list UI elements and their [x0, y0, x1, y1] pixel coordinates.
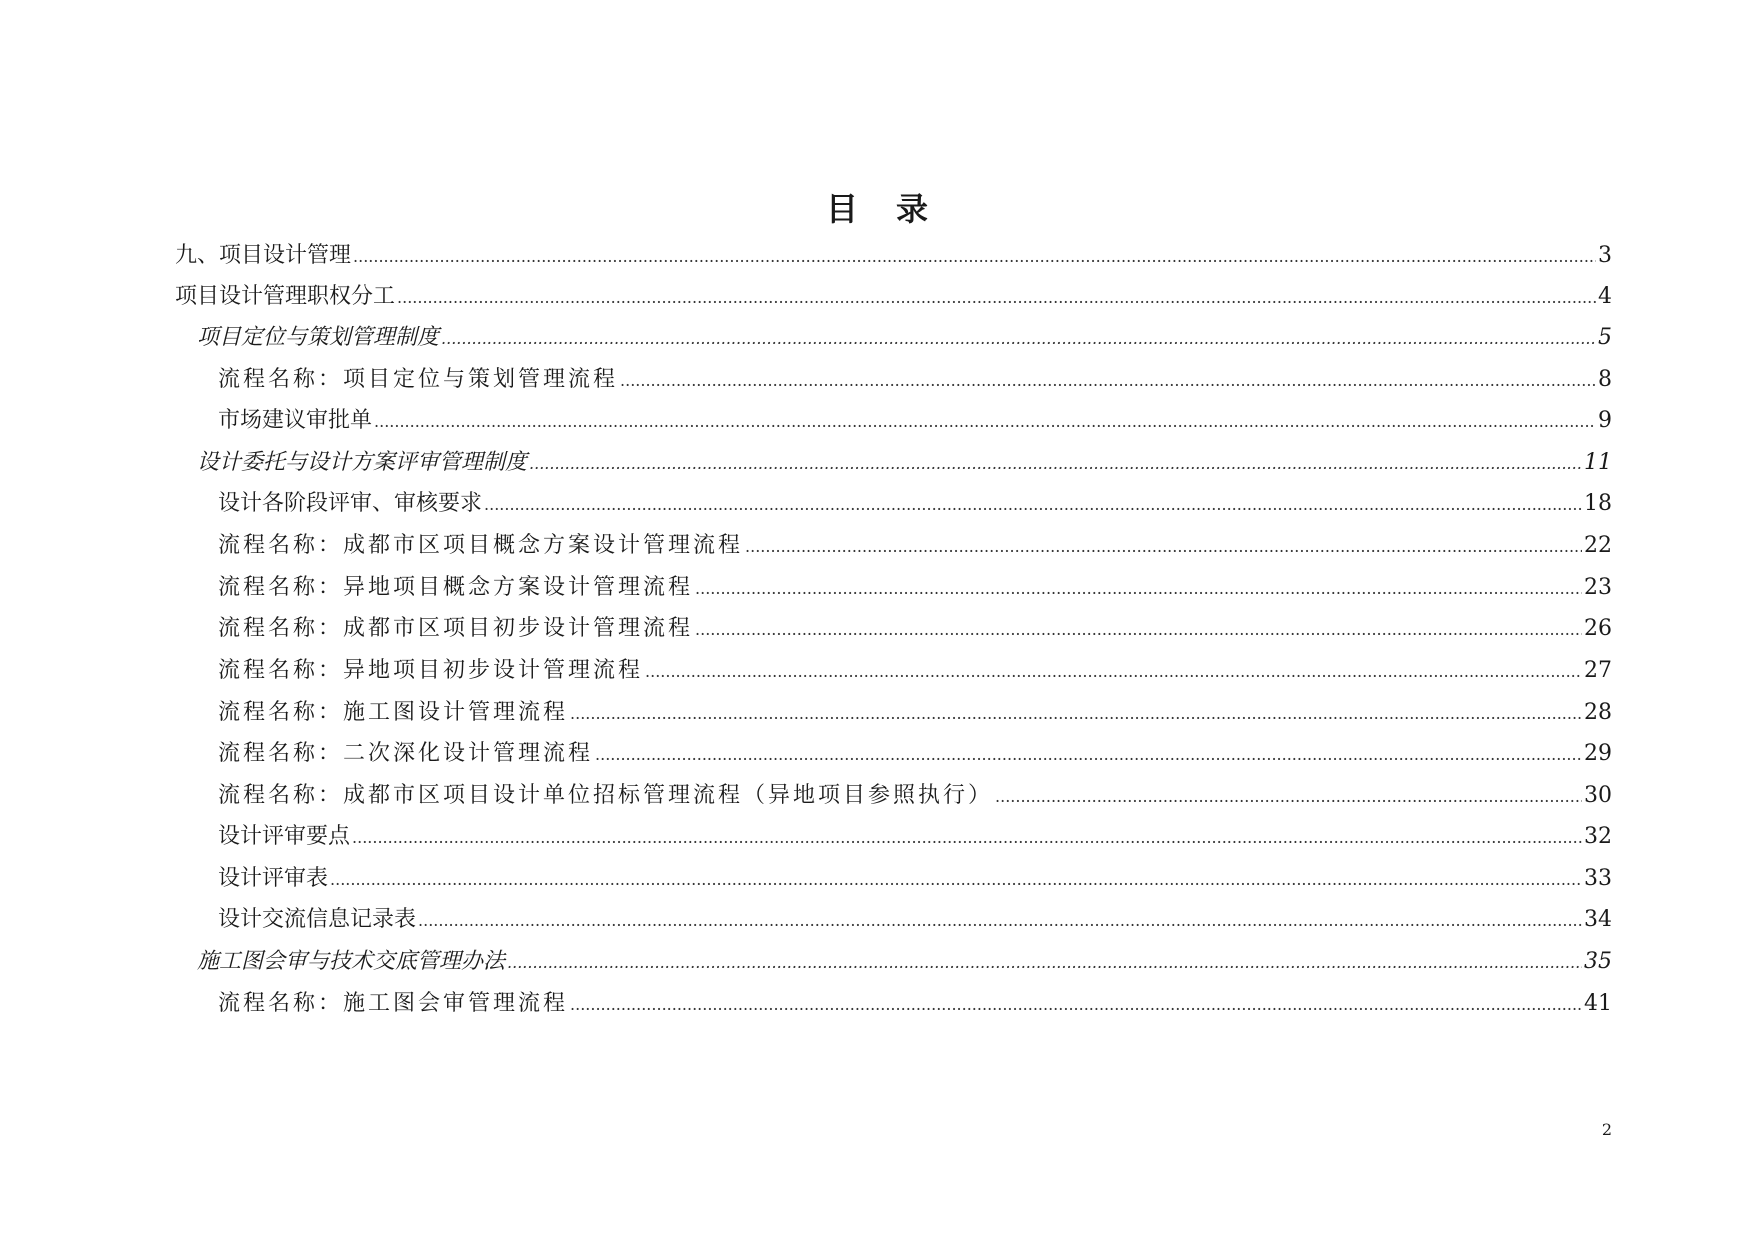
toc-entry-page: 22 — [1584, 533, 1612, 558]
toc-leader-dots — [645, 652, 1582, 691]
toc-entry-page: 27 — [1584, 658, 1612, 683]
toc-entry-label: 项目定位与策划管理制度 — [197, 325, 440, 350]
toc-entry[interactable] — [197, 943, 1612, 981]
toc-entry[interactable] — [218, 860, 1612, 898]
page-title: 目录 — [825, 190, 966, 228]
toc-leader-dots — [695, 569, 1582, 608]
toc-entry[interactable] — [197, 444, 1612, 482]
toc-leader-dots — [397, 278, 1596, 317]
toc-entry-label: 设计各阶段评审、审核要求 — [218, 491, 483, 516]
toc-entry-label: 流程名称：项目定位与策划管理流程 — [218, 367, 619, 392]
toc-entry-page: 5 — [1598, 325, 1612, 350]
toc-leader-dots — [745, 527, 1582, 566]
toc-entry-label: 流程名称：异地项目概念方案设计管理流程 — [218, 575, 694, 600]
toc-leader-dots — [570, 694, 1582, 733]
toc-entry-page: 8 — [1598, 367, 1612, 392]
toc-entry-page: 3 — [1598, 243, 1612, 268]
toc-entry-label: 九、项目设计管理 — [175, 243, 352, 268]
toc-entry[interactable] — [197, 319, 1612, 357]
toc-entry[interactable] — [218, 901, 1612, 939]
toc-entry-page: 26 — [1584, 616, 1612, 641]
toc-entry-page: 41 — [1584, 991, 1612, 1016]
toc-leader-dots — [570, 985, 1582, 1024]
toc-entry-label: 设计委托与设计方案评审管理制度 — [197, 450, 528, 475]
toc-leader-dots — [529, 444, 1582, 483]
toc-entry-page: 33 — [1584, 866, 1612, 891]
toc-entry-label: 流程名称：成都市区项目概念方案设计管理流程 — [218, 533, 744, 558]
toc-entry[interactable] — [218, 361, 1612, 399]
toc-entry-label: 设计评审表 — [218, 866, 329, 891]
toc-entry[interactable] — [218, 652, 1612, 690]
toc-entry[interactable] — [218, 985, 1612, 1023]
toc-entry-label: 流程名称：成都市区项目设计单位招标管理流程（异地项目参照执行） — [218, 783, 994, 808]
toc-entry-label: 施工图会审与技术交底管理办法 — [197, 949, 506, 974]
toc-leader-dots — [330, 860, 1582, 899]
toc-leader-dots — [441, 319, 1596, 358]
toc-entry-label: 流程名称：异地项目初步设计管理流程 — [218, 658, 644, 683]
toc-entry-label: 项目设计管理职权分工 — [175, 284, 396, 309]
toc-entry[interactable] — [218, 569, 1612, 607]
toc-entry-page: 28 — [1584, 700, 1612, 725]
toc-entry-page: 18 — [1584, 491, 1612, 516]
toc-entry-label: 设计交流信息记录表 — [218, 907, 417, 932]
toc-leader-dots — [595, 735, 1582, 774]
toc-leader-dots — [620, 361, 1596, 400]
toc-entry-page: 34 — [1584, 907, 1612, 932]
toc-entry-page: 11 — [1584, 450, 1612, 475]
toc-leader-dots — [374, 402, 1596, 441]
toc-entry[interactable] — [218, 735, 1612, 773]
toc-entry[interactable] — [218, 527, 1612, 565]
toc-entry[interactable] — [218, 777, 1612, 815]
toc-entry-page: 30 — [1584, 783, 1612, 808]
toc-entry-label: 流程名称：二次深化设计管理流程 — [218, 741, 594, 766]
toc-entry[interactable] — [218, 694, 1612, 732]
toc-entry[interactable] — [175, 278, 1612, 316]
toc-entry-page: 32 — [1584, 824, 1612, 849]
toc-entry-label: 市场建议审批单 — [218, 408, 373, 433]
toc-entry-page: 23 — [1584, 575, 1612, 600]
toc-entry-page: 9 — [1598, 408, 1612, 433]
toc-entry-page: 29 — [1584, 741, 1612, 766]
toc-leader-dots — [484, 485, 1582, 524]
toc-leader-dots — [418, 901, 1582, 940]
toc-entry-page: 4 — [1598, 284, 1612, 309]
toc-entry[interactable] — [218, 485, 1612, 523]
toc-entry-label: 设计评审要点 — [218, 824, 351, 849]
toc-leader-dots — [995, 777, 1582, 816]
toc-leader-dots — [353, 237, 1596, 276]
toc-entry-label: 流程名称：成都市区项目初步设计管理流程 — [218, 616, 694, 641]
toc-entry[interactable] — [218, 818, 1612, 856]
toc-entry[interactable] — [218, 610, 1612, 648]
toc-leader-dots — [507, 943, 1582, 982]
toc-entry-label: 流程名称：施工图会审管理流程 — [218, 991, 569, 1016]
toc-entry[interactable] — [175, 237, 1612, 275]
toc-leader-dots — [695, 610, 1582, 649]
toc-entry-page: 35 — [1584, 949, 1612, 974]
toc-leader-dots — [352, 818, 1582, 857]
toc-entry[interactable] — [218, 402, 1612, 440]
toc-entry-label: 流程名称：施工图设计管理流程 — [218, 700, 569, 725]
page-number: 2 — [1601, 1120, 1612, 1139]
